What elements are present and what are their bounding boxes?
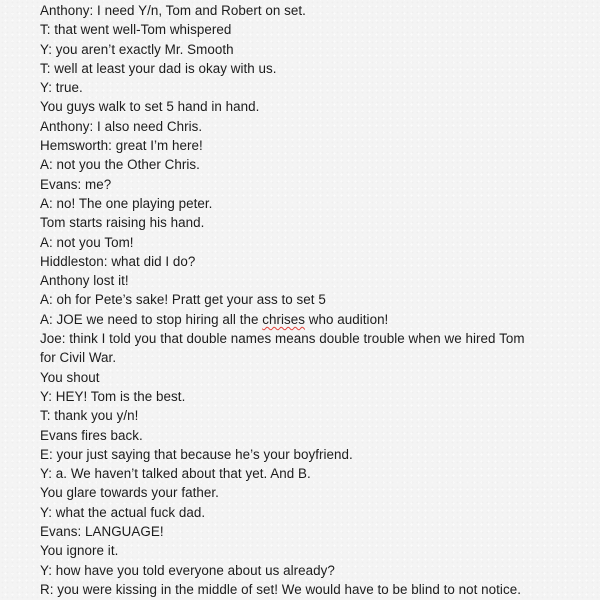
text-line: You glare towards your father. bbox=[40, 485, 219, 501]
text-line: Y: HEY! Tom is the best. bbox=[40, 388, 186, 404]
text-line: Y: true. bbox=[40, 80, 83, 96]
text-line: A: no! The one playing peter. bbox=[40, 195, 213, 211]
text-line: T: thank you y/n! bbox=[40, 408, 139, 424]
text-line: Y: how have you told everyone about us already? bbox=[40, 562, 335, 578]
text-line bbox=[40, 310, 540, 329]
text-line: E: your just saying that because he’s your boyfriend. bbox=[40, 446, 353, 462]
text-line: A: not you Tom! bbox=[40, 234, 134, 250]
line-text-after: who audition! bbox=[305, 311, 389, 327]
text-line: Joe: think I told you that double names means double trouble when we hired Tom for Civil War. bbox=[40, 331, 525, 366]
text-line: You shout bbox=[40, 369, 100, 385]
line-text-before: A: JOE we need to stop hiring all the bbox=[40, 311, 263, 327]
text-line: Hemsworth: great I’m here! bbox=[40, 138, 203, 154]
text-line: A: oh for Pete’s sake! Pratt get your ass to set 5 bbox=[40, 292, 326, 308]
text-line: Tom starts raising his hand. bbox=[40, 215, 205, 231]
text-line: Y: you aren’t exactly Mr. Smooth bbox=[40, 41, 234, 57]
text-line: R: you were kissing in the middle of set! We would have to be blind to not notice. bbox=[40, 581, 521, 597]
text-line: Anthony: I need Y/n, Tom and Robert on set. bbox=[40, 3, 306, 18]
text-line: Evans: LANGUAGE! bbox=[40, 524, 164, 540]
text-line: Evans: me? bbox=[40, 176, 112, 192]
text-line: Anthony lost it! bbox=[40, 273, 129, 289]
text-line: Y: what the actual fuck dad. bbox=[40, 504, 206, 520]
text-line: T: well at least your dad is okay with us. bbox=[40, 60, 277, 76]
text-line: Y: a. We haven’t talked about that yet. And B. bbox=[40, 466, 311, 482]
text-line: A: not you the Other Chris. bbox=[40, 157, 200, 173]
text-line: Evans fires back. bbox=[40, 427, 143, 443]
text-line: Hiddleston: what did I do? bbox=[40, 253, 196, 269]
text-line: You guys walk to set 5 hand in hand. bbox=[40, 99, 260, 115]
text-line: You ignore it. bbox=[40, 543, 119, 559]
text-line: Anthony: I also need Chris. bbox=[40, 118, 203, 134]
text-line: T: that went well-Tom whispered bbox=[40, 22, 232, 38]
misspelled-word[interactable]: chrises bbox=[262, 311, 305, 327]
